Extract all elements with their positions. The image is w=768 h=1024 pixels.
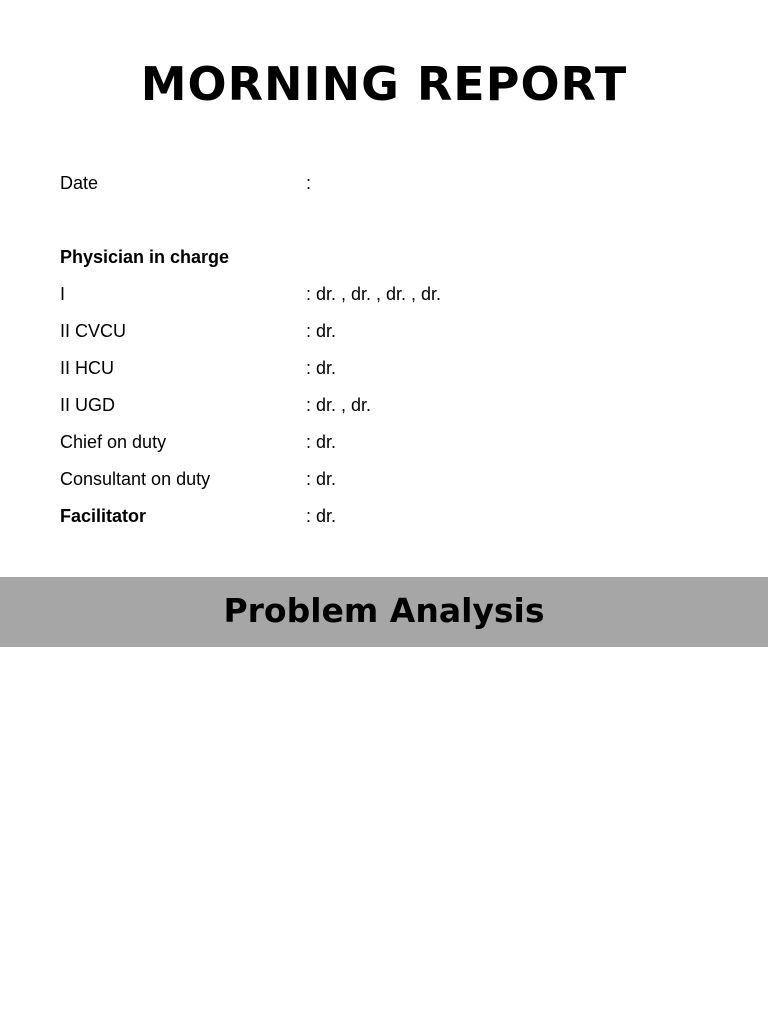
field-row-i (60, 281, 710, 318)
date-value: : (306, 173, 312, 193)
field-row-hcu (60, 355, 710, 392)
field-label: II HCU (60, 358, 114, 378)
page-title: MORNING REPORT (140, 57, 628, 111)
field-label: Facilitator (60, 506, 147, 526)
field-label: I (60, 284, 66, 304)
field-value: : dr. (306, 432, 337, 452)
field-value: : dr. (306, 321, 337, 341)
physician-heading: Physician in charge (60, 247, 230, 267)
field-row-cvcu (60, 318, 710, 355)
field-value: : dr. (306, 469, 337, 489)
date-label: Date (60, 173, 99, 193)
field-row-chief (60, 429, 710, 466)
spacer (60, 207, 710, 244)
field-row-consultant (60, 466, 710, 503)
field-value: : dr. , dr. (306, 395, 372, 415)
field-row-ugd (60, 392, 710, 429)
section-title: Problem Analysis (223, 591, 545, 630)
field-value: : dr. (306, 358, 337, 378)
field-label: II UGD (60, 395, 116, 415)
report-fields (60, 170, 710, 540)
field-row-facilitator (60, 503, 710, 540)
field-label: Consultant on duty (60, 469, 211, 489)
field-label: II CVCU (60, 321, 127, 341)
physician-heading-row (60, 244, 710, 281)
field-value: : dr. , dr. , dr. , dr. (306, 284, 442, 304)
field-value: : dr. (306, 506, 337, 526)
date-row (60, 170, 710, 207)
field-label: Chief on duty (60, 432, 167, 452)
section-band (0, 577, 768, 647)
